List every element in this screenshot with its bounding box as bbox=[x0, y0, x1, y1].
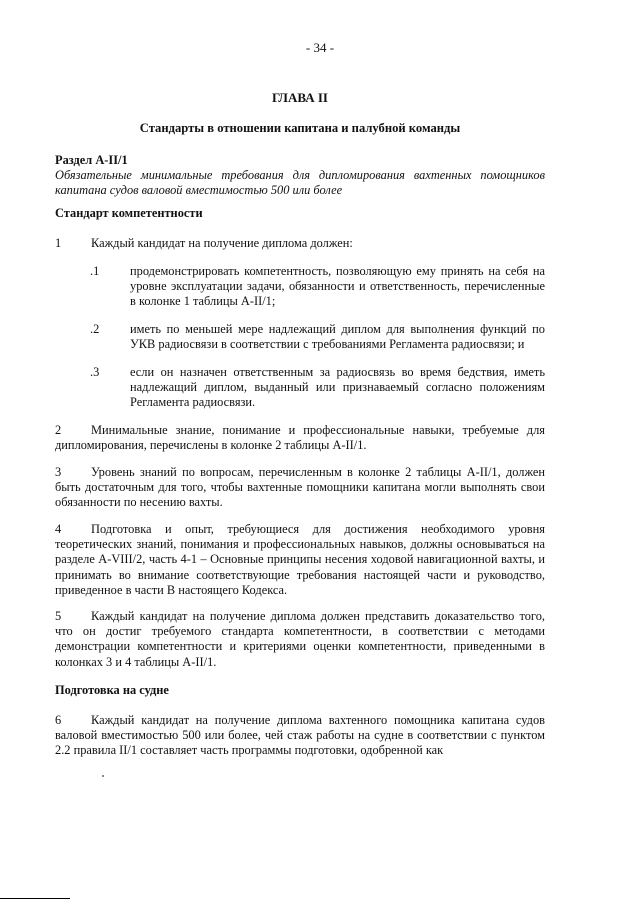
paragraph-text: Подготовка и опыт, требующиеся для достижения необходимого уровня теоретических знаний, понимания и профессиональных навыков, должны основываться на разделе A-VIII/2, часть 4-1 – Основные принципы несения ходовой навигационной вахты, и принимать во внимание соответствующие требования настоящей части и руководство, приведенное в части B настоящего Кодекса. bbox=[55, 522, 545, 597]
onboard-training-heading: Подготовка на судне bbox=[55, 683, 169, 697]
list-item-number: .1 bbox=[90, 264, 100, 278]
paragraph-3 bbox=[55, 465, 545, 511]
chapter-title: Стандарты в отношении капитана и палубной команды bbox=[139, 121, 461, 135]
footer-rule bbox=[0, 898, 70, 899]
list-item-number: .2 bbox=[90, 322, 100, 336]
paragraph-number: 5 bbox=[55, 609, 62, 623]
paragraph-number: 2 bbox=[55, 423, 62, 437]
paragraph-5 bbox=[55, 609, 545, 670]
paragraph-number: 6 bbox=[55, 713, 62, 727]
page-number: - 34 - bbox=[305, 40, 335, 55]
paragraph-text: Каждый кандидат на получение диплома должен: bbox=[91, 236, 353, 250]
list-item-text: если он назначен ответственным за радиосвязь во время бедствия, иметь надлежащий диплом, выданный или признаваемый согласно положениям Регламента радиосвязи. bbox=[130, 365, 545, 410]
paragraph-text: Уровень знаний по вопросам, перечисленным в колонке 2 таблицы A-II/1, должен быть достаточным для того, чтобы вахтенные помощники капитана могли выполнять свои обязанности по несению вахты. bbox=[55, 465, 545, 510]
paragraph-number: 4 bbox=[55, 522, 62, 536]
list-item-number: .3 bbox=[90, 365, 100, 379]
scan-speck bbox=[102, 775, 104, 777]
paragraph-1 bbox=[55, 236, 545, 251]
chapter-heading: ГЛАВА II bbox=[272, 90, 328, 105]
list-item-text: иметь по меньшей мере надлежащий диплом для выполнения функций по УКВ радиосвязи в соответствии с требованиями Регламента радиосвязи; и bbox=[130, 322, 545, 352]
list-item-text: продемонстрировать компетентность, позволяющую ему принять на себя на уровне эксплуатации задачи, обязанности и ответственность, перечисленные в колонке 1 таблицы A-II/1; bbox=[130, 264, 545, 309]
paragraph-6 bbox=[55, 713, 545, 759]
paragraph-text: Минимальные знание, понимание и профессиональные навыки, требуемые для дипломирования, перечислены в колонке 2 таблицы A-II/1. bbox=[55, 423, 545, 453]
section-subtitle: Обязательные минимальные требования для дипломирования вахтенных помощников капитана судов валовой вместимостью 500 или более bbox=[55, 168, 545, 198]
paragraph-text: Каждый кандидат на получение диплома вахтенного помощника капитана судов валовой вместимостью 500 или более, чей стаж работы на судне в соответствии с пунктом 2.2 правила II/1 составляет часть программы подготовки, одобренной как bbox=[55, 713, 545, 758]
paragraph-4 bbox=[55, 522, 545, 598]
section-heading: Раздел A-II/1 bbox=[55, 153, 128, 167]
paragraph-number: 1 bbox=[55, 236, 62, 250]
paragraph-text: Каждый кандидат на получение диплома должен представить доказательство того, что он достиг требуемого стандарта компетентности, в соответствии с методами демонстрации компетентности и критериями оценки компетентности, приведенными в колонках 3 и 4 таблицы A-II/1. bbox=[55, 609, 545, 669]
paragraph-2 bbox=[55, 423, 545, 453]
competence-heading: Стандарт компетентности bbox=[55, 206, 203, 220]
paragraph-number: 3 bbox=[55, 465, 62, 479]
